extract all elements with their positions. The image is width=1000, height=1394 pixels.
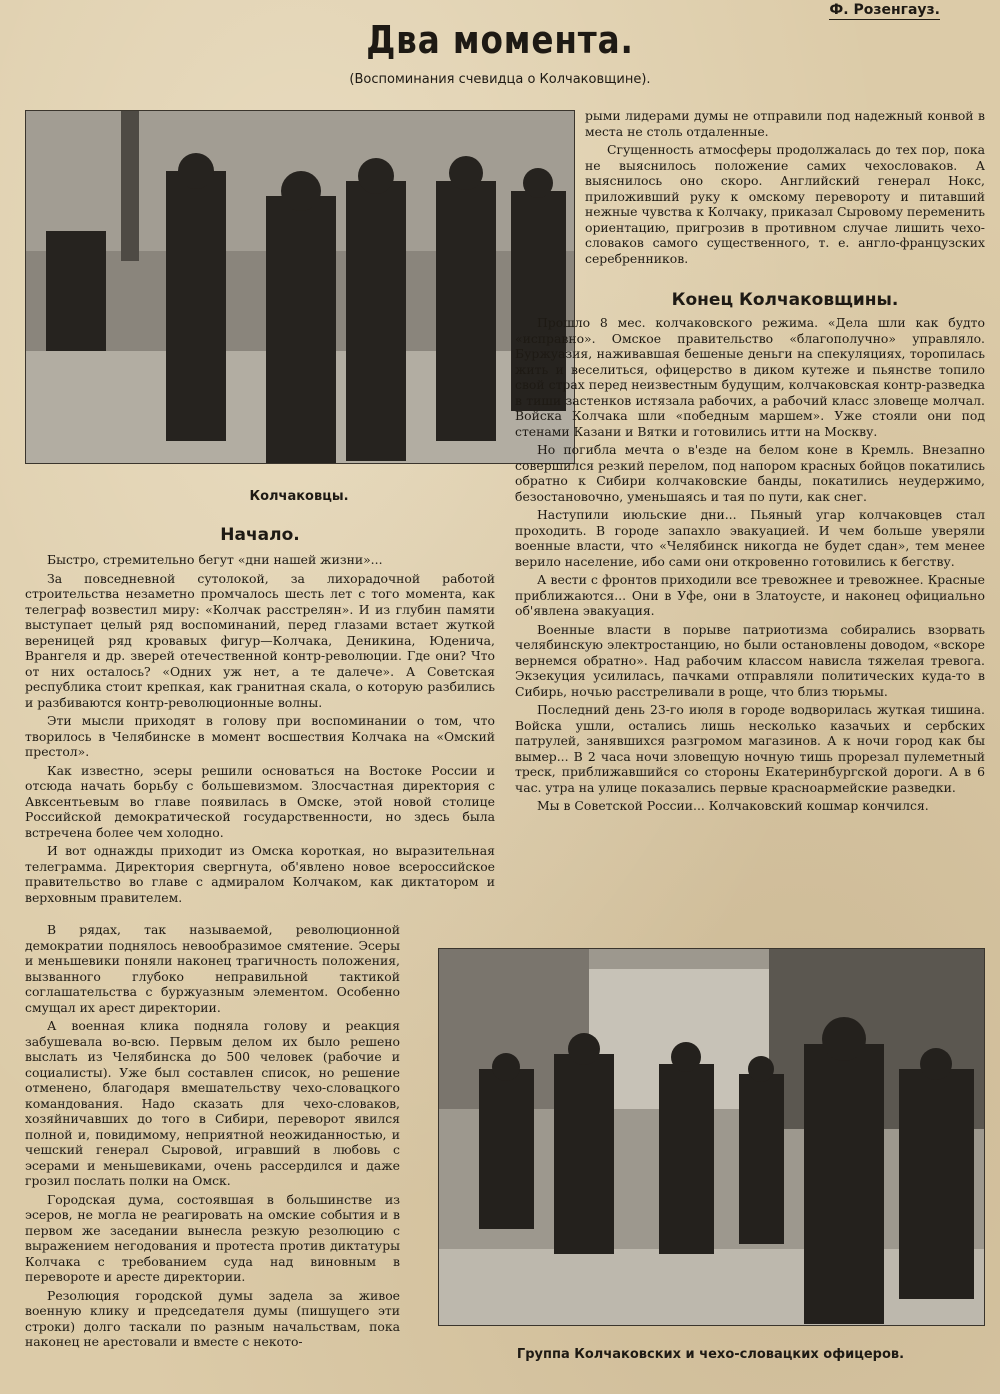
article-title: Два момента.: [366, 18, 634, 62]
paragraph: Сгущенность атмосферы продолжалась до тех пор, пока не выяснилось положение самих чехословаков. А выяснилось оно скоро. Английский генерал Нокс, приложивший руку к омскому перевороту и питавший нежные чувства к Колчаку, приказал Сыровому переменить ориентацию, пригрозив в противном случае лишить чехо-словаков самого существенного, т. е. англо-французских серебренников.: [585, 142, 985, 266]
paragraph: За повседневной сутолокой, за лихорадочной работой строительства незаметно промчалось шесть лет с того момента, как телеграф возвестил миру: «Колчак расстрелян». И из глубин памяти выступает целый ряд воспоминаний, перед глазами встает жуткой вереницей ряд кровавых фигур—Колчака, Деникина, Юденича, Врангеля и др. зверей отечественной контр-революции. Где они? Что от них осталось? «Одних уж нет, а те далече». А Советская республика стоит крепкая, как гранитная скала, о которую разбились и разбиваются контр-революционные волны.: [25, 570, 495, 710]
right-column-continuation: [585, 108, 985, 269]
paragraph: Быстро, стремительно бегут «дни нашей жизни»...: [47, 552, 383, 567]
section-heading-end: Конец Колчаковщины.: [671, 290, 899, 310]
paragraph: Военные власти в порыве патриотизма собирались взорвать челябинскую электростанцию, но были остановлены доводом, «вскоре вернемся обратно». Над рабочим классом нависла тяжелая тревога. Экзекуция усилилась, пачками отправляли политических куда-то в Сибирь, ночью расстреливали в роще, что близ тюрьмы.: [515, 621, 985, 699]
paragraph: Последний день 23-го июля в городе водворилась жуткая тишина. Войска ушли, остались лишь несколько казачьих и сербских патрулей, занявшихся разгромом магазинов. А к ночи город как бы вымер... В 2 часа ночи зловещую ночную тишь прорезал пулеметный треск, приближавшийся со стороны Екатеринбургской дороги. А в 6 час. утра на улице показались первые красноармейские разведки.: [515, 702, 985, 795]
paragraph: А вести с фронтов приходили все тревожнее и тревожнее. Красные приближаются... Они в Уфе, они в Златоусте, и наконец официально об'явлена эвакуация.: [515, 572, 985, 618]
paragraph: Городская дума, состоявшая в большинстве из эсеров, не могла не реагировать на омские события и в первом же заседании вынесла резкую резолюцию с выражением негодования и протеста против диктатуры Колчака с требованием суда над виновным в перевороте и аресте директории.: [25, 1191, 400, 1284]
paragraph: рыми лидерами думы не отправили под надежный конвой в места не столь отдаленные.: [585, 108, 985, 139]
top-photo: [25, 110, 575, 464]
right-column-text: [515, 315, 985, 817]
group-photo-image: [439, 949, 984, 1325]
paragraph: Эти мысли приходят в голову при воспоминании о том, что творилось в Челябинске в момент восшествия Колчака на «Омский престол».: [25, 713, 495, 759]
paragraph: А военная клика подняла голову и реакция забушевала во-всю. Первым делом их было решено выслать из Челябинска до 500 человек (рабочие и социалисты). Уже был составлен список, но решение отменено, благодаря вмешательству чехо-словацкого командования. Надо сказать для чехо-словаков, хозяйничавших до того в Сибири, переворот явился полной и, повидимому, неприятной неожиданностью, и чешский генерал Сыровой, игравший в любовь с эсерами и меньшевиками, очень рассердился и даже грозил послать полки на Омск.: [25, 1018, 400, 1188]
paragraph: Но погибла мечта о в'езде на белом коне в Кремль. Внезапно совершился резкий перелом, под напором красных бойцов покатились обратно к Сибири колчаковские банды, покатились неудержимо, безостановочно, уменьшаясь и тая по пути, как снег.: [515, 442, 985, 504]
left-column-lower-text: [25, 922, 400, 1353]
bottom-photo: [438, 948, 985, 1326]
paragraph: Прошло 8 мес. колчаковского режима. «Дела шли как будто «исправно». Омское правительство «благополучно» управляло. Буржуазия, наживавшая бешеные деньги на спекуляциях, торопилась жить и веселиться, офицерство в диком кутеже и пьянстве топило свой страх перед неизвестным будущим, колчаковская контр-разведка в тиши застенков истязала рабочих, а рабочий класс зловеще молчал. Войска Колчака шли «победным маршем». Уже стояли они под стенами Казани и Вятки и готовились итти на Москву.: [515, 315, 985, 439]
author-name: Ф. Розенгауз.: [829, 2, 940, 18]
top-photo-caption: Колчаковцы.: [249, 489, 349, 504]
paragraph: И вот однажды приходит из Омска короткая, но выразительная телеграмма. Директория свергнута, об'явлено новое всероссийское правительство во главе с адмиралом Колчаком, как диктатором и верховным правителем.: [25, 843, 495, 905]
paragraph: Как известно, эсеры решили основаться на Востоке России и отсюда начать борьбу с большевизмом. Злосчастная директория с Авксентьевым во главе появилась в Омске, этой новой столице Российской демократической государственности, но здесь была встречена более чем холодно.: [25, 762, 495, 840]
article-subtitle: (Воспоминания счевидца о Колчаковщине).: [349, 72, 651, 87]
paragraph: Наступили июльские дни... Пьяный угар колчаковцев стал проходить. В городе запахло эвакуацией. И чем больше уверяли военные власти, что «Челябинск никогда не будет сдан», тем менее верило население, ибо сами они откровенно готовились к бегству.: [515, 507, 985, 569]
paragraph: В рядах, так называемой, революционной демократии поднялось невообразимое смятение. Эсеры и меньшевики поняли наконец трагичность положения, вызванного глубоко неправильной тактикой соглашательства с буржуазным элементом. Особенно смущал их арест директории.: [25, 922, 400, 1015]
officers-photo-image: [26, 111, 574, 463]
left-column-text: [25, 552, 495, 908]
paragraph: Резолюция городской думы задела за живое военную клику и председателя думы (пишущего эти строки) долго таскали по разным начальствам, пока наконец не арестовали и вместе с некото-: [25, 1287, 400, 1349]
paragraph: Мы в Советской России... Колчаковский кошмар кончился.: [537, 798, 929, 813]
section-heading-beginning: Начало.: [220, 525, 300, 545]
bottom-photo-caption: Группа Колчаковских и чехо-словацких офицеров.: [516, 1347, 905, 1362]
